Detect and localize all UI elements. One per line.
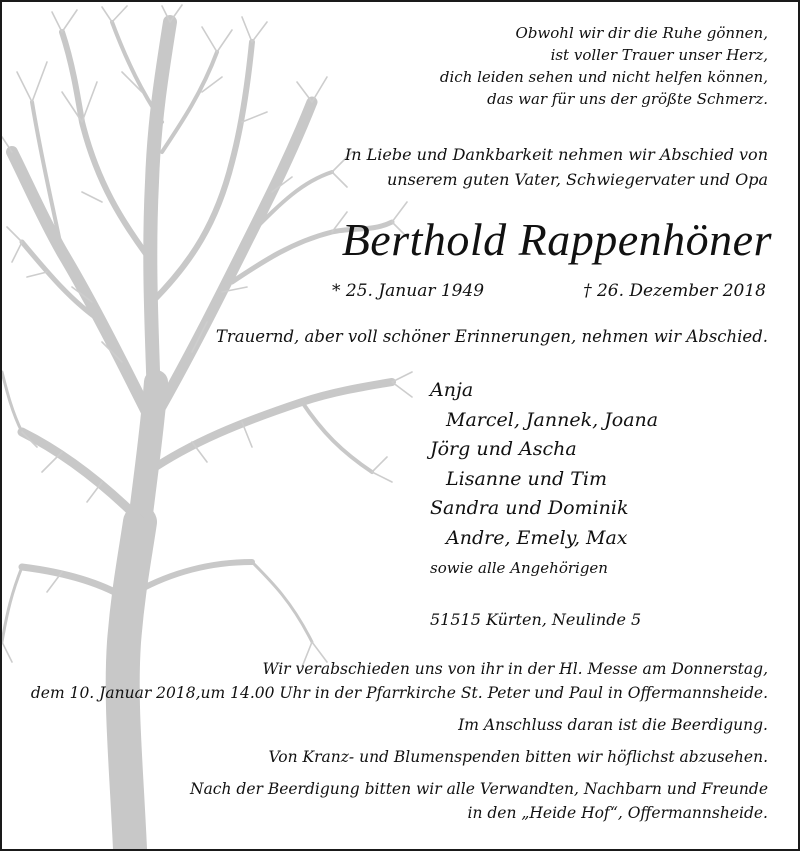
gathering-line: in den „Heide Hof“, Offermannsheide. [467,804,768,822]
gathering-line: Nach der Beerdigung bitten wir alle Verwandten, Nachbarn und Freunde [190,780,768,798]
service-info [31,657,768,825]
intro-text [345,142,768,192]
address: 51515 Kürten, Neulinde 5 [430,610,642,629]
burial-line: Im Anschluss daran ist die Beerdigung. [458,716,768,734]
family-member: Jörg und Ascha [430,438,577,460]
family-member: Marcel, Jannek, Joana [446,408,659,431]
family-member: Andre, Emely, Max [446,526,628,549]
poem-line: ist voller Trauer unser Herz, [550,46,768,64]
relatives-line: sowie alle Angehörigen [430,559,608,577]
birth-date: * 25. Januar 1949 [332,281,485,301]
poem-line: Obwohl wir dir die Ruhe gönnen, [515,24,768,42]
intro-line: In Liebe und Dankbarkeit nehmen wir Abschied von [344,145,768,164]
family-member: Sandra und Dominik [430,497,629,519]
mass-line: Wir verabschieden uns von ihr in der Hl. Messe am Donnerstag, [262,660,768,678]
farewell-line: Trauernd, aber voll schöner Erinnerungen, nehmen wir Abschied. [215,327,768,346]
intro-line: unserem guten Vater, Schwiegervater und Opa [387,170,768,189]
mass-line: dem 10. Januar 2018,um 14.00 Uhr in der Pfarrkirche St. Peter und Paul in Offermannsheide. [30,684,768,702]
poem-line: das war für uns der größte Schmerz. [487,90,768,108]
family-list [430,376,658,553]
death-date: † 26. Dezember 2018 [583,281,766,301]
deceased-name: Berthold Rappenhöner [341,214,772,265]
family-member: Anja [430,379,474,401]
poem-line: dich leiden sehen und nicht helfen können, [439,68,768,86]
poem [440,22,768,110]
family-member: Lisanne und Tim [446,467,607,490]
flowers-line: Von Kranz- und Blumenspenden bitten wir höflichst abzusehen. [268,748,768,766]
